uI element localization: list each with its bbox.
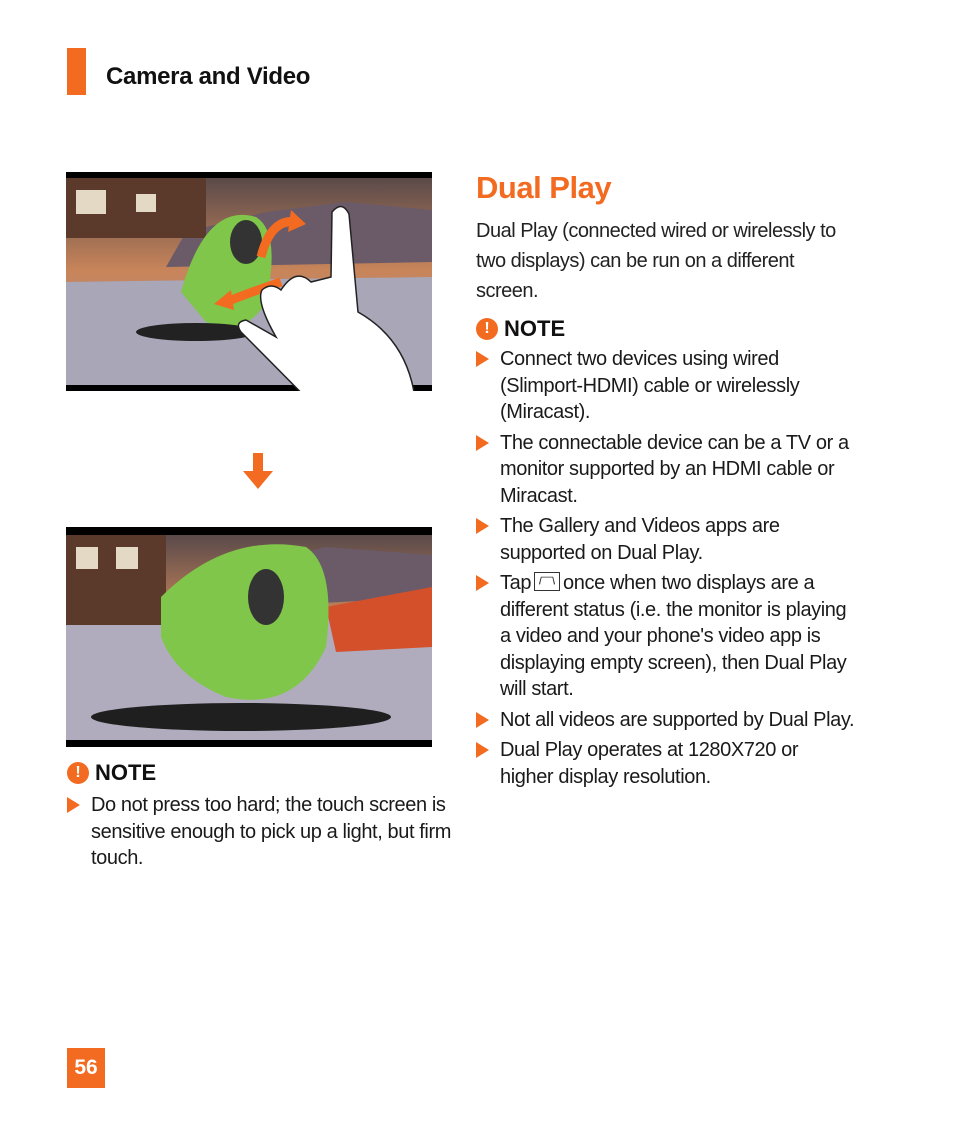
note-label: NOTE bbox=[95, 760, 157, 785]
note-alert-icon: ! bbox=[476, 318, 498, 340]
down-arrow-icon bbox=[243, 453, 273, 489]
list-item bbox=[476, 570, 856, 703]
dual-play-section bbox=[476, 170, 856, 790]
list-item bbox=[67, 792, 452, 872]
home-key-icon bbox=[534, 572, 560, 591]
screenshot-rotate-gesture bbox=[66, 172, 432, 391]
page-title: Dual Play bbox=[476, 170, 612, 205]
list-item bbox=[476, 430, 856, 510]
intro-text: Dual Play (connected wired or wirelessly to two displays) can be run on a different screen. bbox=[476, 220, 836, 302]
note-text: The Gallery and Videos apps are supported on Dual Play. bbox=[500, 515, 780, 564]
note-alert-icon: ! bbox=[67, 762, 89, 784]
left-note bbox=[67, 760, 452, 872]
note-header bbox=[476, 316, 856, 342]
page-number: 56 bbox=[67, 1048, 105, 1088]
section-marker bbox=[67, 48, 86, 95]
tap-rest: once when two displays are a different status (i.e. the monitor is playing a video and your phone's video app is displaying empty screen), then Dual Play will start. bbox=[500, 572, 847, 700]
list-item bbox=[476, 737, 856, 790]
screenshot-dual-play-result bbox=[66, 527, 432, 747]
note-header bbox=[67, 760, 452, 786]
note-text: The connectable device can be a TV or a monitor supported by an HDMI cable or Miracast. bbox=[500, 431, 849, 507]
list-item bbox=[476, 707, 856, 734]
tap-word: Tap bbox=[500, 572, 532, 594]
note-text: Not all videos are supported by Dual Play. bbox=[500, 708, 855, 731]
section-title: Camera and Video bbox=[106, 63, 311, 90]
note-label: NOTE bbox=[504, 316, 566, 341]
note-text: Dual Play operates at 1280X720 or higher display resolution. bbox=[500, 739, 799, 788]
note-text bbox=[500, 570, 856, 703]
list-item bbox=[476, 513, 856, 566]
note-text: Connect two devices using wired (Slimport-HDMI) cable or wirelessly (Miracast). bbox=[500, 348, 800, 423]
note-text: Do not press too hard; the touch screen is sensitive enough to pick up a light, but firm touch. bbox=[91, 794, 451, 869]
list-item bbox=[476, 346, 856, 426]
